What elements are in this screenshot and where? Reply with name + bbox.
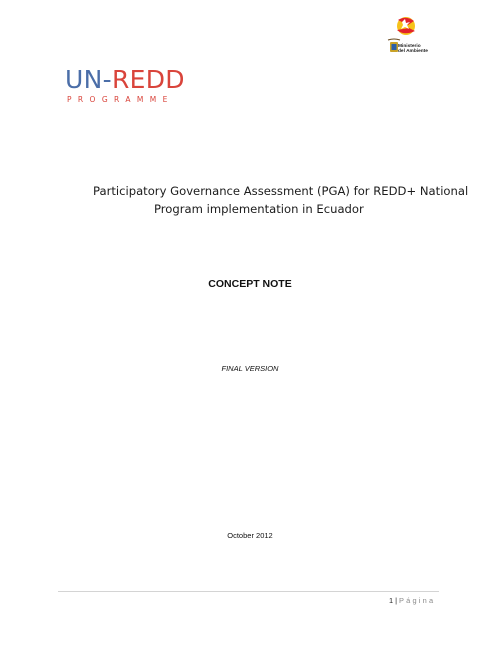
page-number-value: 1 — [389, 596, 394, 605]
logo-dash: - — [102, 65, 112, 94]
page-number — [389, 596, 435, 605]
document-date: October 2012 — [227, 531, 273, 540]
document-title-line2: Program implementation in Ecuador — [154, 202, 364, 216]
version-label: FINAL VERSION — [221, 364, 279, 373]
ministry-line2: del Ambiente — [398, 49, 428, 55]
document-title-line1: Participatory Governance Assessment (PGA) for REDD+ National — [93, 184, 469, 198]
concept-note-heading: CONCEPT NOTE — [208, 278, 292, 290]
logo-un: UN — [65, 65, 103, 94]
ministry-name — [398, 44, 428, 54]
un-redd-wordmark — [65, 66, 185, 94]
ministry-line1: Ministerio — [398, 44, 421, 49]
footer-divider — [58, 591, 439, 592]
un-redd-logo — [65, 66, 185, 104]
logo-programme: PROGRAMME — [67, 95, 174, 104]
logo-redd: REDD — [111, 65, 185, 94]
page-word: Página — [399, 596, 436, 605]
page-number-separator: | — [395, 596, 398, 605]
